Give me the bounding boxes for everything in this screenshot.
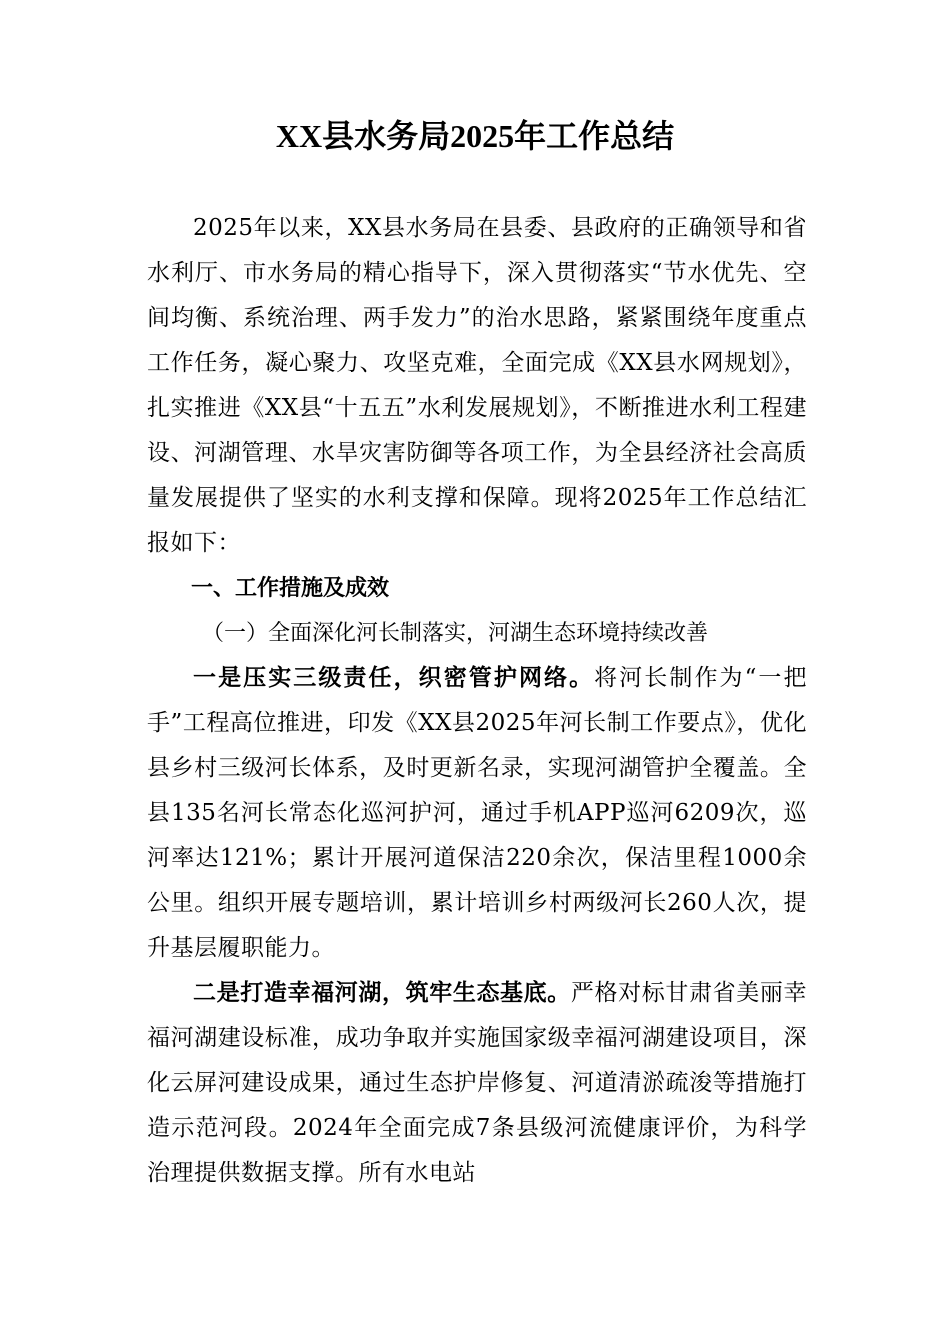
intro-paragraph: 2025年以来，XX县水务局在县委、县政府的正确领导和省水利厅、市水务局的精心指导下，深入贯彻落实“节水优先、空间均衡、系统治理、两手发力”的治水思路，紧紧围绕年度重点工作任务，凝心聚力、攻坚克难，全面完成《XX县水网规划》，扎实推进《XX县“十五五”水利发展规划》，不断推进水利工程建设、河湖管理、水旱灾害防御等各项工作，为全县经济社会高质量发展提供了坚实的水利支撑和保障。现将2025年工作总结汇报如下：	[147, 215, 807, 556]
item-paragraph-2	[147, 971, 807, 1196]
document-body	[147, 206, 807, 1196]
subsection-heading: （一）全面深化河长制落实，河湖生态环境持续改善	[202, 621, 709, 646]
item-paragraph-1	[147, 656, 807, 971]
item-lead-2: 二是打造幸福河湖，筑牢生态基底。	[193, 980, 571, 1006]
item-lead-1: 一是压实三级责任，织密管护网络。	[193, 665, 595, 691]
item-text-1: 将河长制作为“一把手”工程高位推进，印发《XX县2025年河长制工作要点》，优化县乡村三级河长体系，及时更新名录，实现河湖管护全覆盖。全县135名河长常态化巡河护河，通过手机APP巡河6209次，巡河率达121%；累计开展河道保洁220余次，保洁里程1000余公里。组织开展专题培训，累计培训乡村两级河长260人次，提升基层履职能力。	[147, 665, 807, 961]
document-title: XX县水务局2025年工作总结	[275, 118, 675, 154]
item-text-2: 严格对标甘肃省美丽幸福河湖建设标准，成功争取并实施国家级幸福河湖建设项目，深化云屏河建设成果，通过生态护岸修复、河道清淤疏浚等措施打造示范河段。2024年全面完成7条县级河流健康评价，为科学治理提供数据支撑。所有水电站	[147, 980, 808, 1186]
section-heading: 一、工作措施及成效	[191, 576, 390, 601]
